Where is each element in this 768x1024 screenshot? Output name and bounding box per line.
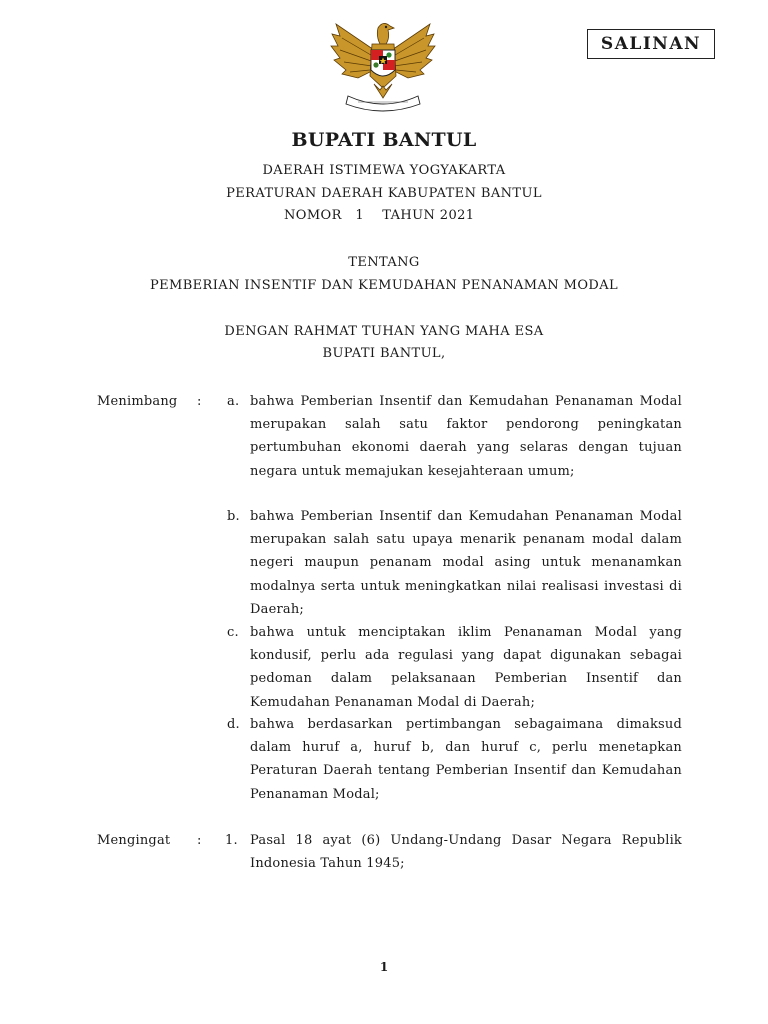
menimbang-item-d: bahwa berdasarkan pertimbangan sebagaimana dimaksud dalam huruf a, huruf b, dan huruf c, perlu menetapkan Peraturan Daerah tentang Pemberian Insentif dan Kemudahan Penanaman Modal; <box>250 717 682 802</box>
menimbang-marker-b: b. <box>227 509 240 524</box>
tentang-heading: TENTANG <box>348 255 420 270</box>
document-title: BUPATI BANTUL <box>291 129 477 151</box>
garuda-emblem-icon <box>328 14 438 114</box>
menimbang-marker-a: a. <box>227 394 240 409</box>
page-number: 1 <box>379 960 389 974</box>
nomor-value: 1 <box>355 208 365 223</box>
region-line: DAERAH ISTIMEWA YOGYAKARTA <box>262 163 506 178</box>
nomor-label: NOMOR <box>284 208 342 223</box>
salinan-stamp: SALINAN <box>587 29 715 59</box>
menimbang-marker-c: c. <box>227 625 239 640</box>
subject-line: PEMBERIAN INSENTIF DAN KEMUDAHAN PENANAMAN MODAL <box>149 278 619 293</box>
mengingat-colon: : <box>197 833 202 848</box>
menimbang-colon: : <box>197 394 202 409</box>
menimbang-item-c: bahwa untuk menciptakan iklim Penanaman Modal yang kondusif, perlu ada regulasi yang dapat digunakan sebagai pedoman dalam pelaksanaan Pemberian Insentif dan Kemudahan Penanaman Modal di Daerah; <box>250 625 682 710</box>
nomor-line <box>284 208 474 223</box>
menimbang-marker-d: d. <box>227 717 240 732</box>
tahun-label: TAHUN 2021 <box>382 208 475 223</box>
menimbang-item-a: bahwa Pemberian Insentif dan Kemudahan Penanaman Modal merupakan salah satu faktor pendorong peningkatan pertumbuhan ekonomi daerah yang selaras dengan tujuan negara untuk memajukan kesejahteraan umum; <box>250 394 682 479</box>
menimbang-label: Menimbang <box>97 394 178 409</box>
mengingat-item-1: Pasal 18 ayat (6) Undang-Undang Dasar Negara Republik Indonesia Tahun 1945; <box>250 833 682 872</box>
mengingat-marker-1: 1. <box>225 833 238 848</box>
menimbang-item-b: bahwa Pemberian Insentif dan Kemudahan Penanaman Modal merupakan salah satu upaya menarik penanam modal dalam negeri maupun penanam modal asing untuk menanamkan modalnya serta untuk meningkatkan nilai realisasi investasi di Daerah; <box>250 509 682 617</box>
bupati-line: BUPATI BANTUL, <box>322 346 446 361</box>
regulation-line: PERATURAN DAERAH KABUPATEN BANTUL <box>226 186 542 201</box>
mengingat-label: Mengingat <box>97 833 171 848</box>
rahmat-line: DENGAN RAHMAT TUHAN YANG MAHA ESA <box>224 324 544 339</box>
